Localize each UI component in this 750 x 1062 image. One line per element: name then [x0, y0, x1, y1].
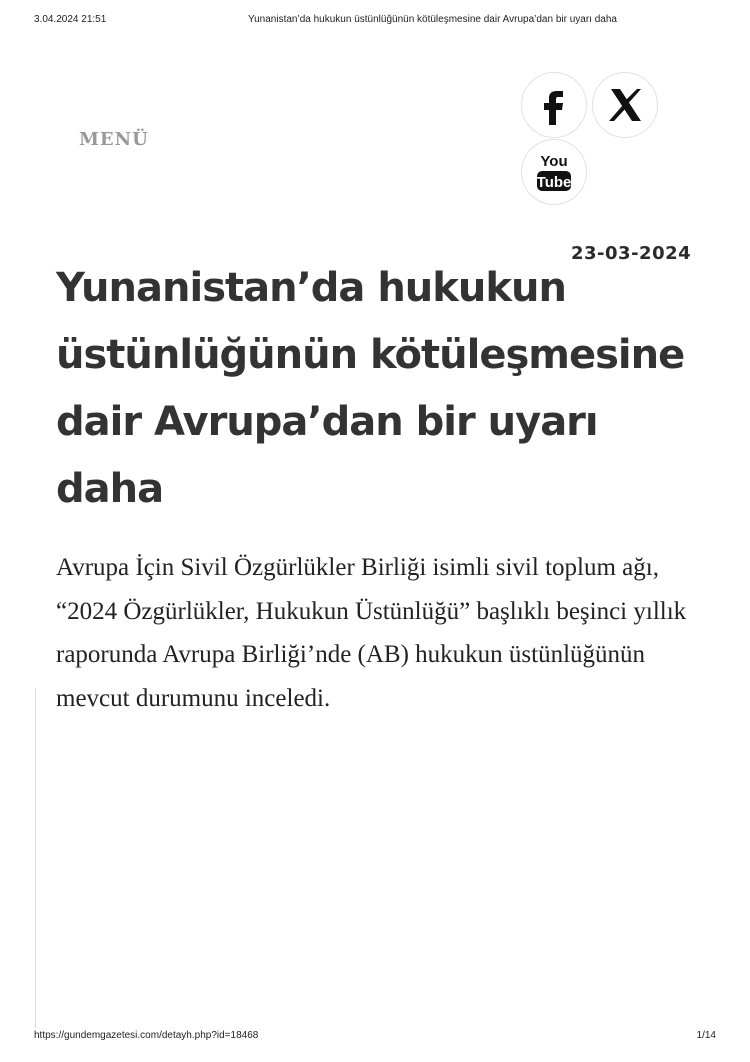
- facebook-icon: [542, 85, 566, 125]
- youtube-icon: [534, 150, 574, 194]
- youtube-text-bottom: Tube: [536, 174, 572, 191]
- menu-button[interactable]: MENÜ: [79, 129, 149, 150]
- facebook-link[interactable]: [521, 72, 587, 138]
- print-footer: [34, 1030, 716, 1044]
- print-datetime: 3.04.2024 21:51: [34, 14, 107, 25]
- x-twitter-link[interactable]: [592, 72, 658, 138]
- x-twitter-icon: [603, 83, 647, 127]
- print-url: https://gundemgazetesi.com/detayh.php?id=18468: [34, 1030, 259, 1041]
- page-indicator: 1/14: [696, 1030, 716, 1041]
- youtube-link[interactable]: [521, 139, 587, 205]
- print-header: [34, 14, 716, 30]
- article-date: 23-03-2024: [571, 243, 692, 264]
- article-title: Yunanistan’da hukukun üstünlüğünün kötüleşmesine dair Avrupa’dan bir uyarı daha: [56, 265, 685, 512]
- youtube-text-top: You: [540, 153, 568, 170]
- left-divider: [35, 688, 36, 1028]
- print-page-title: Yunanistan’da hukukun üstünlüğünün kötüleşmesine dair Avrupa’dan bir uyarı daha: [248, 14, 617, 25]
- article-lead: Avrupa İçin Sivil Özgürlükler Birliği isimli sivil toplum ağı, “2024 Özgürlükler, Hukukun Üstünlüğü” başlıklı beşinci yıllık raporunda Avrupa Birliği’nde (AB) hukukun üstünlüğünün mevcut durumunu inceledi.: [56, 554, 687, 712]
